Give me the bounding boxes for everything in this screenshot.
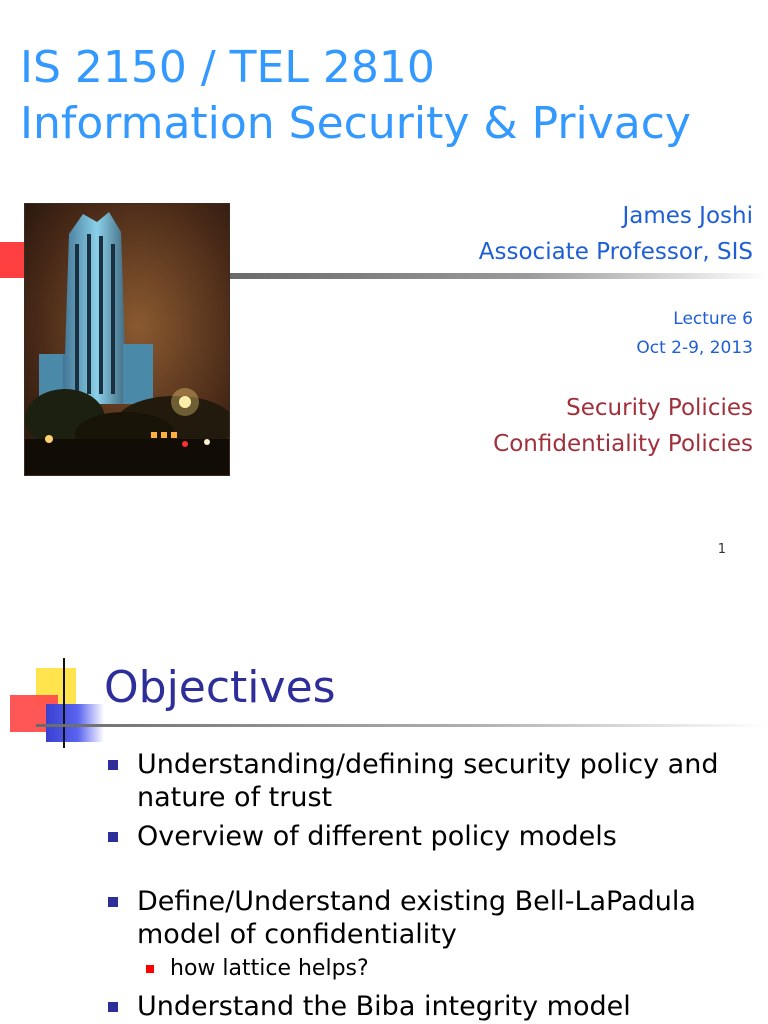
square-bullet-icon bbox=[108, 1002, 118, 1012]
lecture-block bbox=[636, 305, 753, 363]
course-title-line-1: IS 2150 / TEL 2810 bbox=[20, 42, 435, 93]
cathedral-of-learning-photo bbox=[24, 203, 230, 476]
course-title bbox=[20, 40, 691, 152]
lecture-number: Lecture 6 bbox=[673, 309, 753, 329]
vertical-accent-line bbox=[63, 658, 65, 748]
sub-list-item: how lattice helps? bbox=[170, 955, 369, 983]
topics-block bbox=[493, 390, 753, 462]
course-title-line-2: Information Security & Privacy bbox=[20, 98, 691, 149]
divider-rule bbox=[230, 273, 768, 279]
list-item: Overview of different policy models bbox=[137, 820, 757, 853]
author-name: James Joshi bbox=[622, 203, 753, 229]
blue-accent-square bbox=[46, 704, 104, 742]
lecture-dates: Oct 2-9, 2013 bbox=[636, 338, 753, 358]
author-block bbox=[479, 198, 753, 270]
topic-1: Security Policies bbox=[566, 395, 753, 421]
square-bullet-icon bbox=[108, 897, 118, 907]
list-item: Understanding/defining security policy and nature of trust bbox=[137, 748, 757, 814]
square-bullet-icon bbox=[108, 832, 118, 842]
author-title: Associate Professor, SIS bbox=[478, 239, 753, 265]
title-underline bbox=[36, 724, 768, 727]
red-bullet-icon bbox=[146, 965, 154, 973]
topic-2: Confidentiality Policies bbox=[493, 431, 753, 457]
building-night-photo-icon bbox=[25, 204, 230, 476]
red-accent-bar bbox=[0, 242, 26, 278]
list-item: Understand the Biba integrity model bbox=[137, 990, 757, 1023]
objectives-slide bbox=[0, 600, 768, 1024]
page-number: 1 bbox=[717, 542, 726, 557]
objectives-title: Objectives bbox=[104, 662, 336, 713]
list-item: Define/Understand existing Bell-LaPadula model of confidentiality bbox=[137, 885, 757, 951]
square-bullet-icon bbox=[108, 760, 118, 770]
